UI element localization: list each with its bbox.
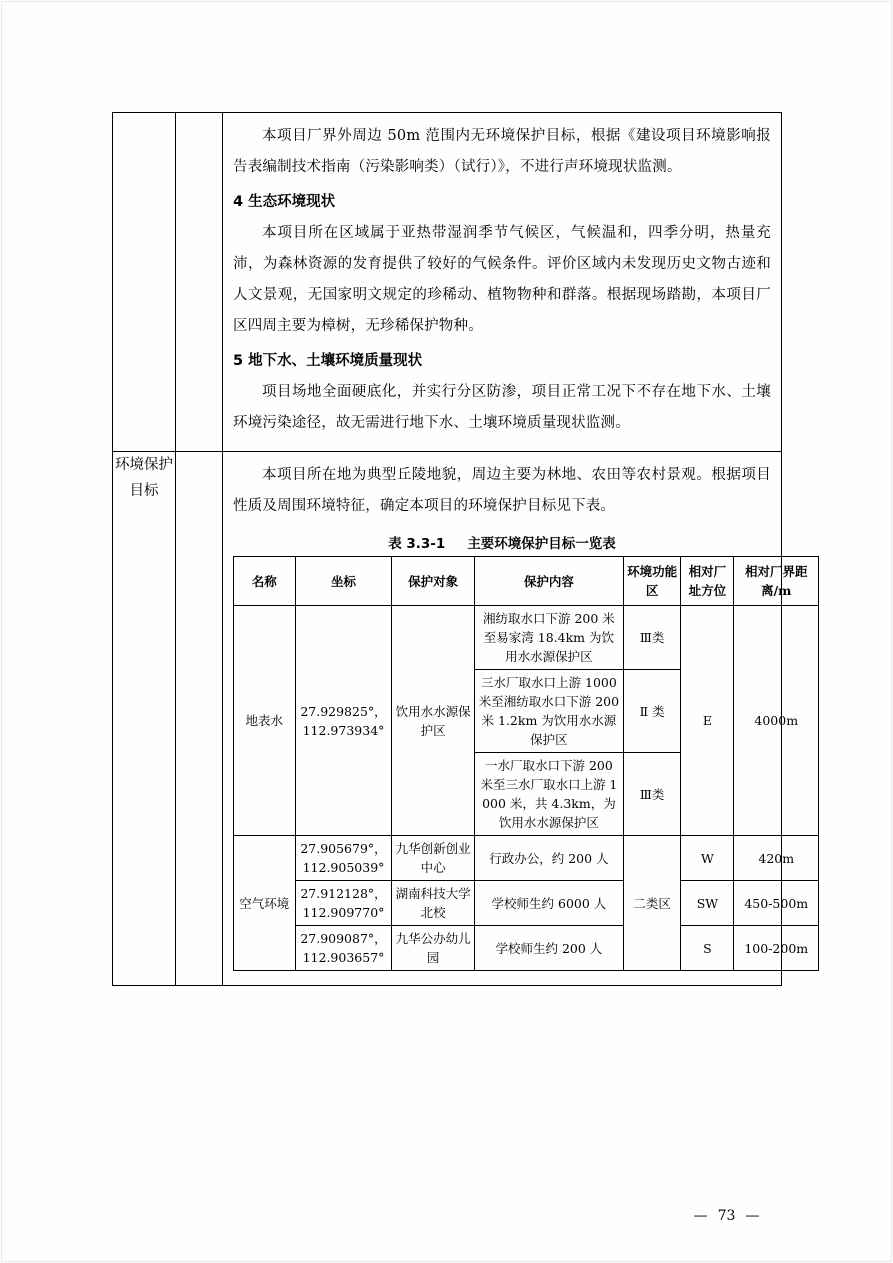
cell-group-name-surface-water: 地表水: [234, 606, 296, 836]
row2-sub-cell: [176, 452, 223, 986]
cell-content: 学校师生约 200 人: [474, 926, 623, 971]
table-row: [113, 452, 782, 986]
cell-coordinates-surface-water: 27.929825°，112.973934°: [295, 606, 392, 836]
col-header-function-zone: 环境功能区: [623, 557, 680, 606]
table-caption: [233, 532, 771, 552]
document-body: [112, 112, 809, 986]
cell-content: 一水厂取水口下游 200 米至三水厂取水口上游 1000 米，共 4.3km，为饮用水水源保护区: [474, 753, 623, 836]
cell-content: 湘纺取水口下游 200 米至易家湾 18.4km 为饮用水水源保护区: [474, 606, 623, 670]
cell-direction: SW: [681, 881, 734, 926]
footer-dash-left: —: [693, 1208, 708, 1224]
cell-direction: S: [681, 926, 734, 971]
table-caption-title: 主要环境保护目标一览表: [467, 536, 616, 552]
table-row: [234, 926, 819, 971]
cell-object: 九华公办幼儿园: [392, 926, 474, 971]
row1-sub-cell: [176, 113, 223, 452]
cell-content: 三水厂取水口上游 1000 米至湘纺取水口下游 200 米 1.2km 为饮用水水源保护区: [474, 670, 623, 753]
cell-function-zone: Ⅲ类: [623, 606, 680, 670]
cell-function-zone: Ⅱ 类: [623, 670, 680, 753]
table-row: [234, 881, 819, 926]
cell-object: 九华创新创业中心: [392, 836, 474, 881]
row2-label-cell: 环境保护目标: [113, 452, 176, 986]
paragraph-groundwater-soil: 项目场地全面硬底化，并实行分区防渗，项目正常工况下不存在地下水、土壤环境污染途径，故无需进行地下水、土壤环境质量现状监测。: [233, 384, 771, 431]
cell-content: 行政办公，约 200 人: [474, 836, 623, 881]
cell-distance: 450-500m: [734, 881, 819, 926]
row1-label-cell: [113, 113, 176, 452]
col-header-coordinates: 坐标: [295, 557, 392, 606]
table-caption-number: 表 3.3-1: [388, 536, 446, 552]
cell-object-surface-water: 饮用水水源保护区: [392, 606, 474, 836]
cell-direction: W: [681, 836, 734, 881]
cell-distance: 420m: [734, 836, 819, 881]
content-outer-table: [112, 112, 809, 986]
section-heading-4: 4 生态环境现状: [233, 194, 336, 210]
cell-content: 学校师生约 6000 人: [474, 881, 623, 926]
cell-direction-surface-water: E: [681, 606, 734, 836]
col-header-name: 名称: [234, 557, 296, 606]
cell-group-name-air-environment: 空气环境: [234, 836, 296, 971]
paragraph-ecology: 本项目所在区域属于亚热带湿润季节气候区，气候温和，四季分明，热量充沛，为森林资源的发育提供了较好的气候条件。评价区域内未发现历史文物古迹和人文景观，无国家明文规定的珍稀动、植物物种和群落。根据现场踏勘，本项目厂区四周主要为樟树，无珍稀保护物种。: [233, 225, 771, 334]
row1-content-cell: [223, 113, 782, 452]
table-row: [113, 113, 782, 452]
col-header-direction: 相对厂址方位: [681, 557, 734, 606]
cell-coordinates: 27.909087°，112.903657°: [295, 926, 392, 971]
page-number: 73: [717, 1208, 736, 1224]
cell-coordinates: 27.905679°，112.905039°: [295, 836, 392, 881]
col-header-object: 保护对象: [392, 557, 474, 606]
cell-function-zone: Ⅲ类: [623, 753, 680, 836]
paragraph-noise-status: 本项目厂界外周边 50m 范围内无环境保护目标，根据《建设项目环境影响报告表编制技术指南（污染影响类）（试行）》，不进行声环境现状监测。: [233, 128, 771, 175]
col-header-distance: 相对厂界距离/m: [734, 557, 819, 606]
section-heading-5: 5 地下水、土壤环境质量现状: [233, 353, 423, 369]
cell-distance-surface-water: 4000m: [734, 606, 819, 836]
table-row: [234, 836, 819, 881]
cell-object: 湖南科技大学北校: [392, 881, 474, 926]
row2-content-cell: [223, 452, 809, 986]
page-footer: [0, 1208, 893, 1224]
cell-coordinates: 27.912128°，112.909770°: [295, 881, 392, 926]
cell-distance: 100-200m: [734, 926, 819, 971]
paragraph-protection-targets: 本项目所在地为典型丘陵地貌，周边主要为林地、农田等农村景观。根据项目性质及周围环境特征，确定本项目的环境保护目标见下表。: [233, 467, 771, 514]
col-header-content: 保护内容: [474, 557, 623, 606]
table-header-row: [234, 557, 819, 606]
footer-dash-right: —: [745, 1208, 760, 1224]
cell-function-zone-air: 二类区: [623, 836, 680, 971]
table-row: [234, 606, 819, 670]
environmental-protection-targets-table: [233, 556, 819, 971]
